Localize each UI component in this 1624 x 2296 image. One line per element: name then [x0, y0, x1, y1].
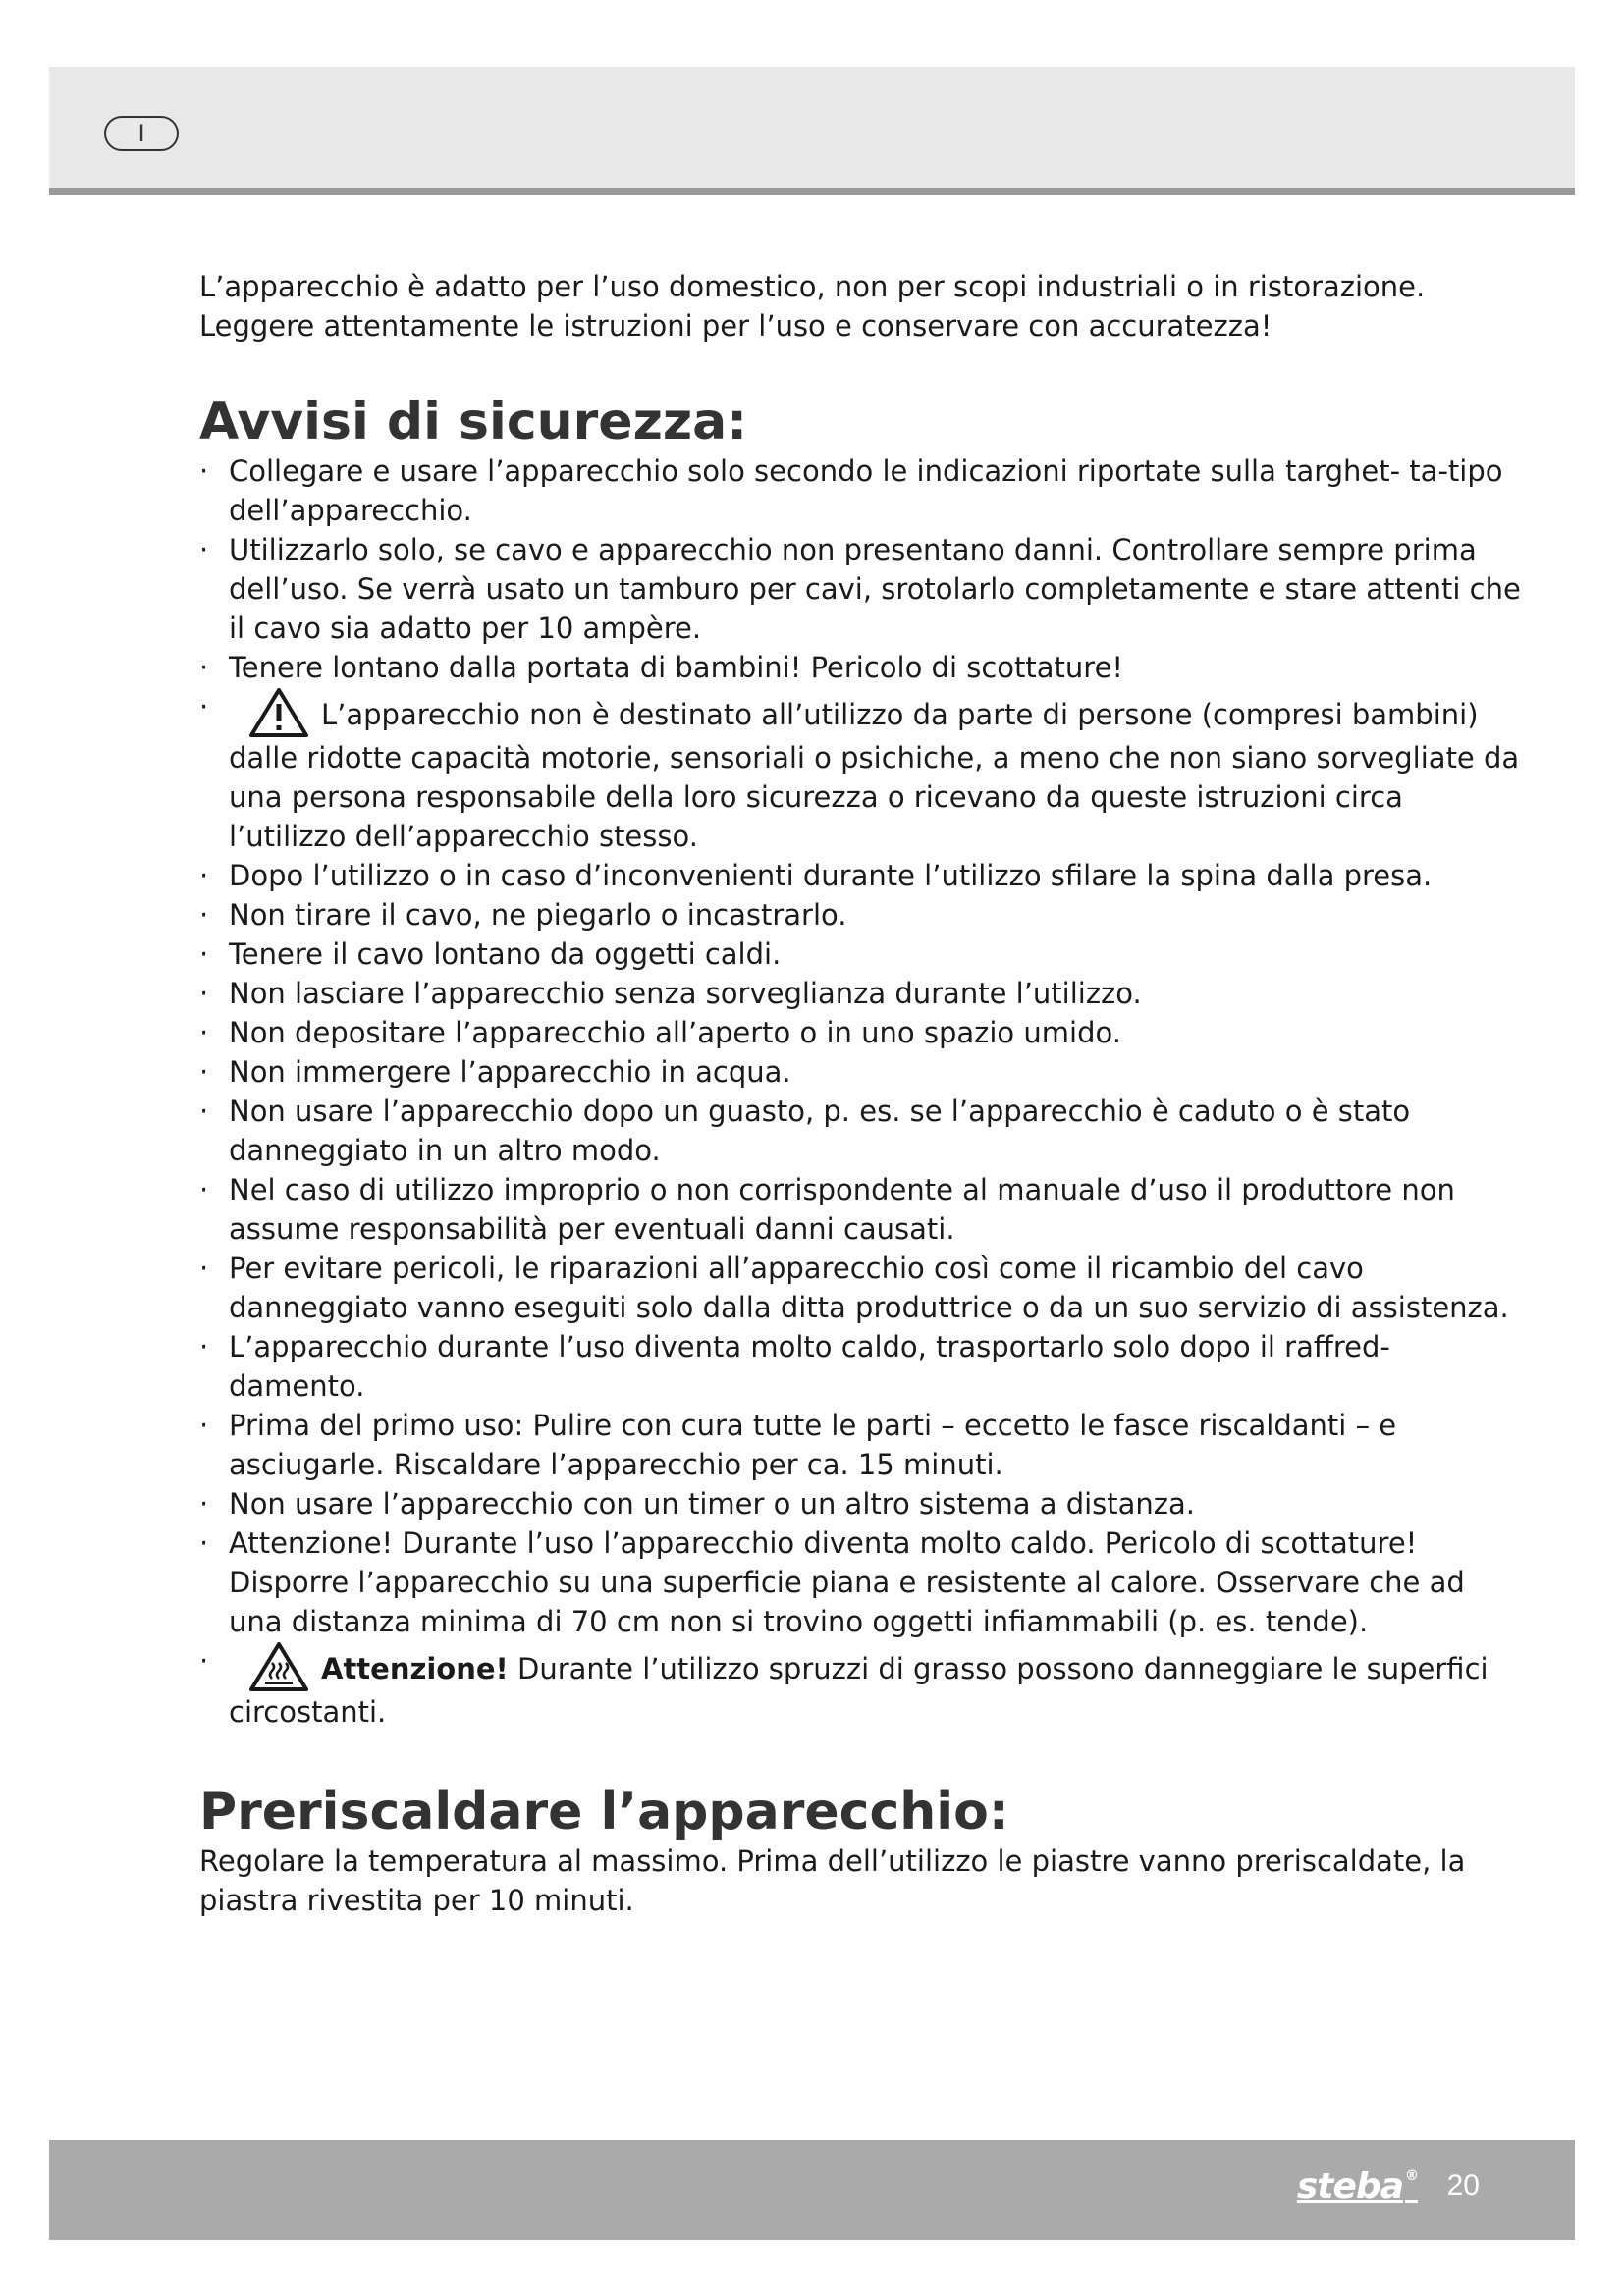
- hot-surface-warning-icon: [248, 1641, 309, 1692]
- safety-heading: Avvisi di sicurezza:: [199, 393, 747, 452]
- warning-triangle-icon: [248, 687, 309, 738]
- grease-warning-label: Attenzione!: [321, 1652, 509, 1685]
- grease-warning-text: Durante l’utilizzo spruzzi di grasso possono danneggiare le superfici circostanti.: [229, 1652, 1489, 1729]
- safety-item: · Non lasciare l’apparecchio senza sorveglianza durante l’utilizzo.: [199, 974, 1525, 1013]
- safety-item: · Tenere il cavo lontano da oggetti caldi.: [199, 934, 1525, 974]
- safety-item: · Prima del primo uso: Pulire con cura tutte le parti – eccetto le fasce riscaldanti – e asciugarle. Riscaldare l’apparecchio per ca. 15 minuti.: [199, 1406, 1525, 1484]
- safety-item: · Non tirare il cavo, ne piegarlo o incastrarlo.: [199, 895, 1525, 934]
- safety-item: · Non immergere l’apparecchio in acqua.: [199, 1052, 1525, 1092]
- safety-item: · Attenzione! Durante l’uso l’apparecchio diventa molto caldo. Pericolo di scottature! Disporre l’apparecchio su una superficie piana e resistente al calore. Osservare che ad una distanza minima di 70 cm non si trovino oggetti infiammabili (p. es. tende).: [199, 1523, 1525, 1641]
- preheat-heading: Preriscaldare l’apparecchio:: [199, 1783, 1009, 1842]
- page-content: [199, 267, 1525, 1920]
- header-band: [49, 67, 1575, 195]
- safety-item: · Dopo l’utilizzo o in caso d’inconvenienti durante l’utilizzo sfilare la spina dalla presa.: [199, 856, 1525, 895]
- safety-item: · Nel caso di utilizzo improprio o non corrispondente al manuale d’uso il produttore non assume responsabilità per eventuali danni causati.: [199, 1170, 1525, 1249]
- safety-item: · Non usare l’apparecchio con un timer o un altro sistema a distanza.: [199, 1484, 1525, 1523]
- safety-item: · Tenere lontano dalla portata di bambini! Pericolo di scottature!: [199, 648, 1525, 687]
- brand-logo: [1297, 2166, 1418, 2207]
- intro-line-1: L’apparecchio è adatto per l’uso domestico, non per scopi industriali o in ristorazione.: [199, 270, 1426, 303]
- language-badge: [104, 116, 179, 151]
- safety-list: [199, 452, 1525, 1732]
- brand-name: steba: [1296, 2166, 1403, 2207]
- safety-item: · Per evitare pericoli, le riparazioni all’apparecchio così come il ricambio del cavo danneggiato vanno eseguiti solo dalla ditta produttrice o da un suo servizio di assistenza.: [199, 1249, 1525, 1327]
- preheat-text: Regolare la temperatura al massimo. Prima dell’utilizzo le piastre vanno preriscaldate, la piastra rivestita per 10 minuti.: [199, 1844, 1466, 1917]
- safety-item: · Non usare l’apparecchio dopo un guasto, p. es. se l’apparecchio è caduto o è stato danneggiato in un altro modo.: [199, 1092, 1525, 1170]
- safety-item: · L’apparecchio durante l’uso diventa molto caldo, trasportarlo solo dopo il raffred- damento.: [199, 1327, 1525, 1406]
- safety-item-text: L’apparecchio non è destinato all’utilizzo da parte di persone (compresi bambini) dalle ridotte capacità motorie, sensoriali o psichiche, a meno che non siano sorvegliate da una persona responsabile della loro sicurezza o ricevano da queste istruzioni circa l’utilizzo dell’apparecchio stesso.: [229, 698, 1520, 853]
- page-number: 20: [1446, 2169, 1480, 2202]
- safety-item-warning: [199, 687, 1525, 856]
- language-code: I: [137, 120, 145, 147]
- safety-item: · Utilizzarlo solo, se cavo e apparecchio non presentano danni. Controllare sempre prima dell’uso. Se verrà usato un tamburo per cavi, srotolarlo completamente e stare attenti che il cavo sia adatto per 10 ampère.: [199, 530, 1525, 648]
- safety-item: · Collegare e usare l’apparecchio solo secondo le indicazioni riportate sulla targhet- ta-tipo dell’apparecchio.: [199, 452, 1525, 530]
- registered-mark: ®: [1405, 2168, 1418, 2184]
- footer-band: [49, 2140, 1575, 2240]
- intro-paragraph: [199, 267, 1525, 346]
- intro-line-2: Leggere attentamente le istruzioni per l’uso e conservare con accuratezza!: [199, 309, 1272, 343]
- safety-item: · Non depositare l’apparecchio all’aperto o in uno spazio umido.: [199, 1013, 1525, 1052]
- grease-warning-item: [199, 1641, 1525, 1732]
